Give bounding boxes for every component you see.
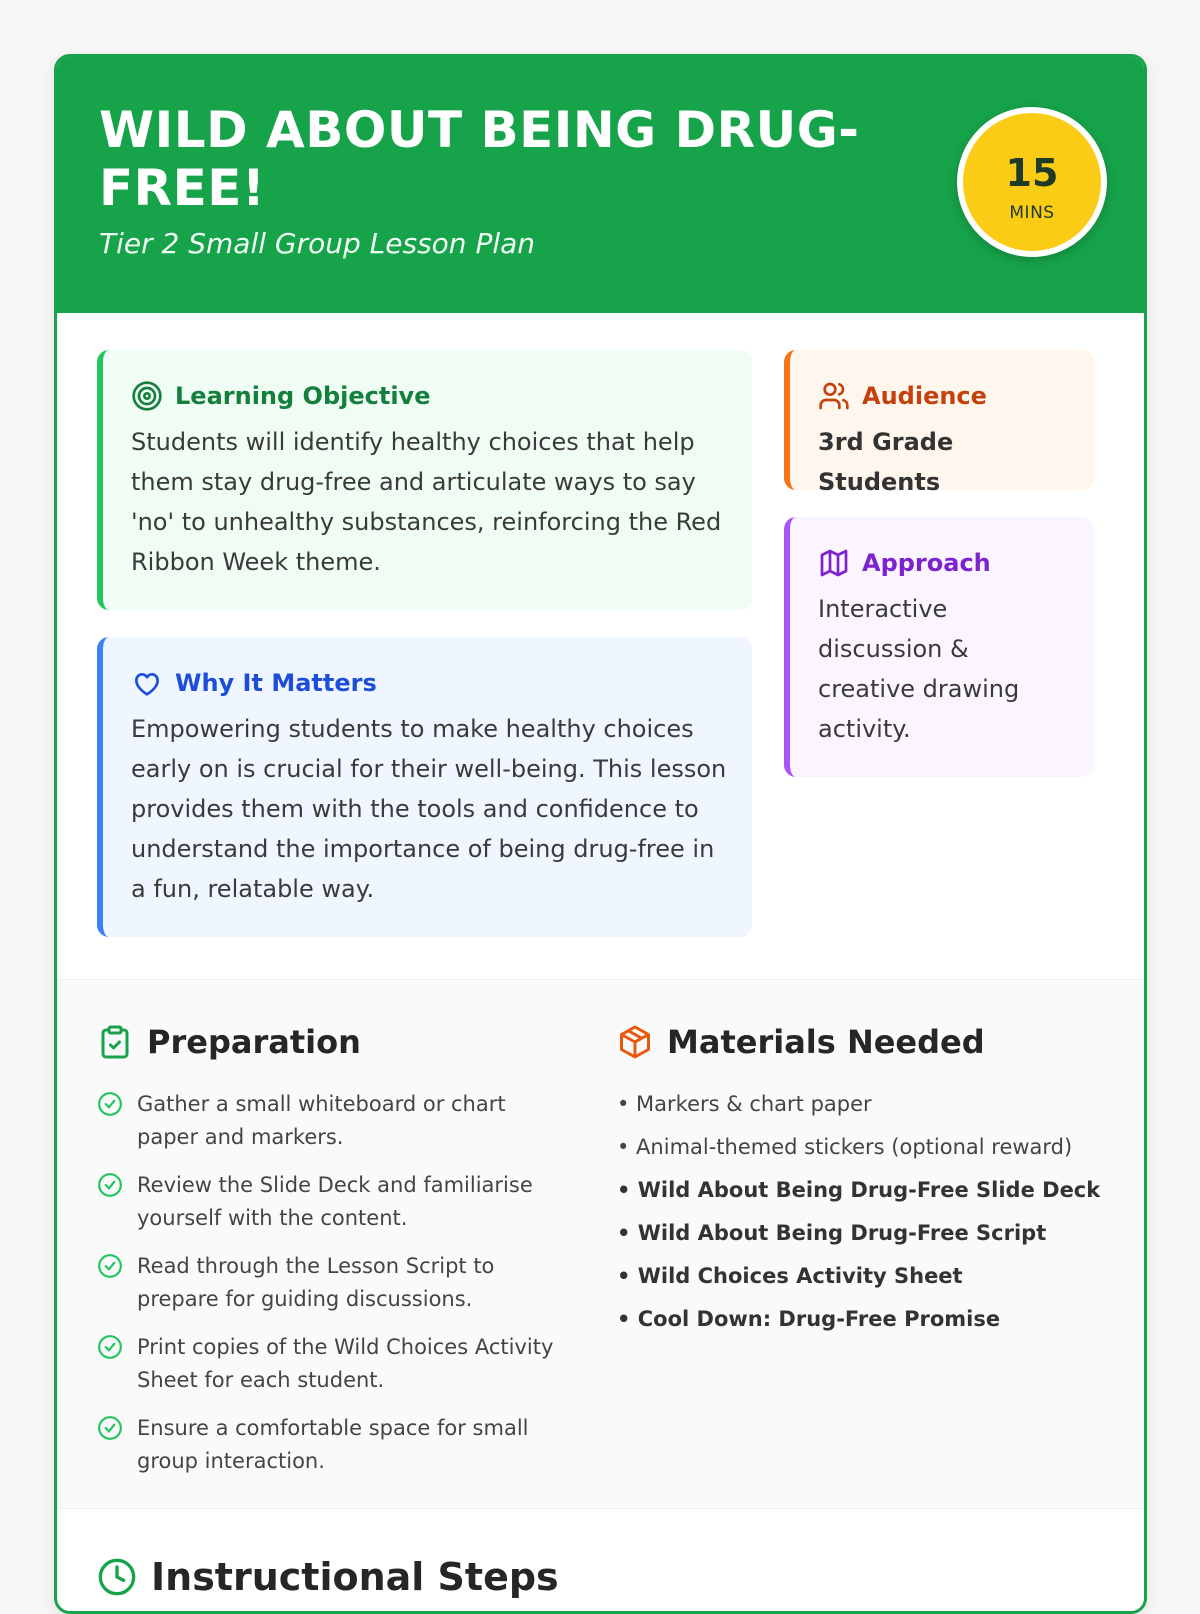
users-icon — [818, 380, 850, 412]
audience-label: Audience — [862, 382, 987, 410]
learning-objective-box — [97, 350, 752, 610]
approach-box — [784, 517, 1094, 777]
duration-unit: MINS — [1009, 203, 1055, 223]
preparation-item-text: Read through the Lesson Script to prepare for guiding discussions. — [137, 1254, 495, 1311]
duration-badge — [957, 107, 1107, 257]
preparation-list — [97, 1088, 567, 1493]
list-item: • Wild Choices Activity Sheet — [617, 1264, 963, 1288]
list-item — [97, 1169, 567, 1235]
check-circle-icon — [97, 1253, 123, 1279]
learning-objective-text: Students will identify healthy choices that help them stay drug-free and articulate ways to say 'no' to unhealthy substances, reinforcing the Red Ribbon Week theme. — [131, 428, 722, 576]
preparation-item-text: Gather a small whiteboard or chart paper and markers. — [137, 1092, 506, 1149]
learning-objective-label: Learning Objective — [175, 382, 431, 410]
clock-icon — [97, 1557, 137, 1597]
materials-heading — [617, 1023, 985, 1061]
why-it-matters-box — [97, 637, 752, 937]
materials-title: Materials Needed — [667, 1023, 985, 1061]
list-item: • Wild About Being Drug-Free Script — [617, 1221, 1047, 1245]
materials-list — [617, 1088, 1117, 1346]
preparation-item-text: Ensure a comfortable space for small group interaction. — [137, 1416, 529, 1473]
list-item: • Cool Down: Drug-Free Promise — [617, 1307, 1001, 1331]
list-item — [97, 1250, 567, 1316]
audience-heading — [818, 380, 987, 412]
preparation-item-text: Review the Slide Deck and familiarise yourself with the content. — [137, 1173, 533, 1230]
list-item — [97, 1412, 567, 1478]
instructional-steps-heading — [97, 1555, 559, 1599]
target-icon — [131, 380, 163, 412]
why-it-matters-label: Why It Matters — [175, 669, 377, 697]
list-item — [97, 1331, 567, 1397]
check-circle-icon — [97, 1334, 123, 1360]
why-it-matters-heading — [131, 667, 377, 699]
header-banner — [57, 57, 1144, 313]
check-circle-icon — [97, 1091, 123, 1117]
page-title: WILD ABOUT BEING DRUG-FREE! — [99, 101, 860, 217]
preparation-heading — [97, 1023, 361, 1061]
check-circle-icon — [97, 1415, 123, 1441]
check-circle-icon — [97, 1172, 123, 1198]
audience-text: 3rd Grade Students — [818, 428, 954, 496]
map-icon — [818, 547, 850, 579]
learning-objective-heading — [131, 380, 430, 412]
preparation-item-text: Print copies of the Wild Choices Activity Sheet for each student. — [137, 1335, 554, 1392]
list-item: • Markers & chart paper — [617, 1092, 872, 1116]
heart-icon — [131, 667, 163, 699]
why-it-matters-text: Empowering students to make healthy choices early on is crucial for their well-being. This lesson provides them with the tools and confidence to understand the importance of being drug-free in a fun, relatable way. — [131, 715, 727, 903]
approach-label: Approach — [862, 549, 991, 577]
lesson-plan-card — [54, 54, 1147, 1614]
package-icon — [617, 1024, 653, 1060]
list-item — [97, 1088, 567, 1154]
approach-text: Interactive discussion & creative drawing activity. — [818, 595, 1020, 743]
audience-box — [784, 350, 1094, 496]
list-item: • Wild About Being Drug-Free Slide Deck — [617, 1178, 1101, 1202]
instructional-steps-title: Instructional Steps — [151, 1555, 559, 1599]
clipboard-check-icon — [97, 1024, 133, 1060]
list-item: • Animal-themed stickers (optional reward) — [617, 1135, 1073, 1159]
approach-heading — [818, 547, 991, 579]
page-subtitle: Tier 2 Small Group Lesson Plan — [99, 227, 536, 260]
preparation-materials-section — [57, 979, 1144, 1509]
duration-value: 15 — [1005, 151, 1059, 195]
preparation-title: Preparation — [147, 1023, 361, 1061]
